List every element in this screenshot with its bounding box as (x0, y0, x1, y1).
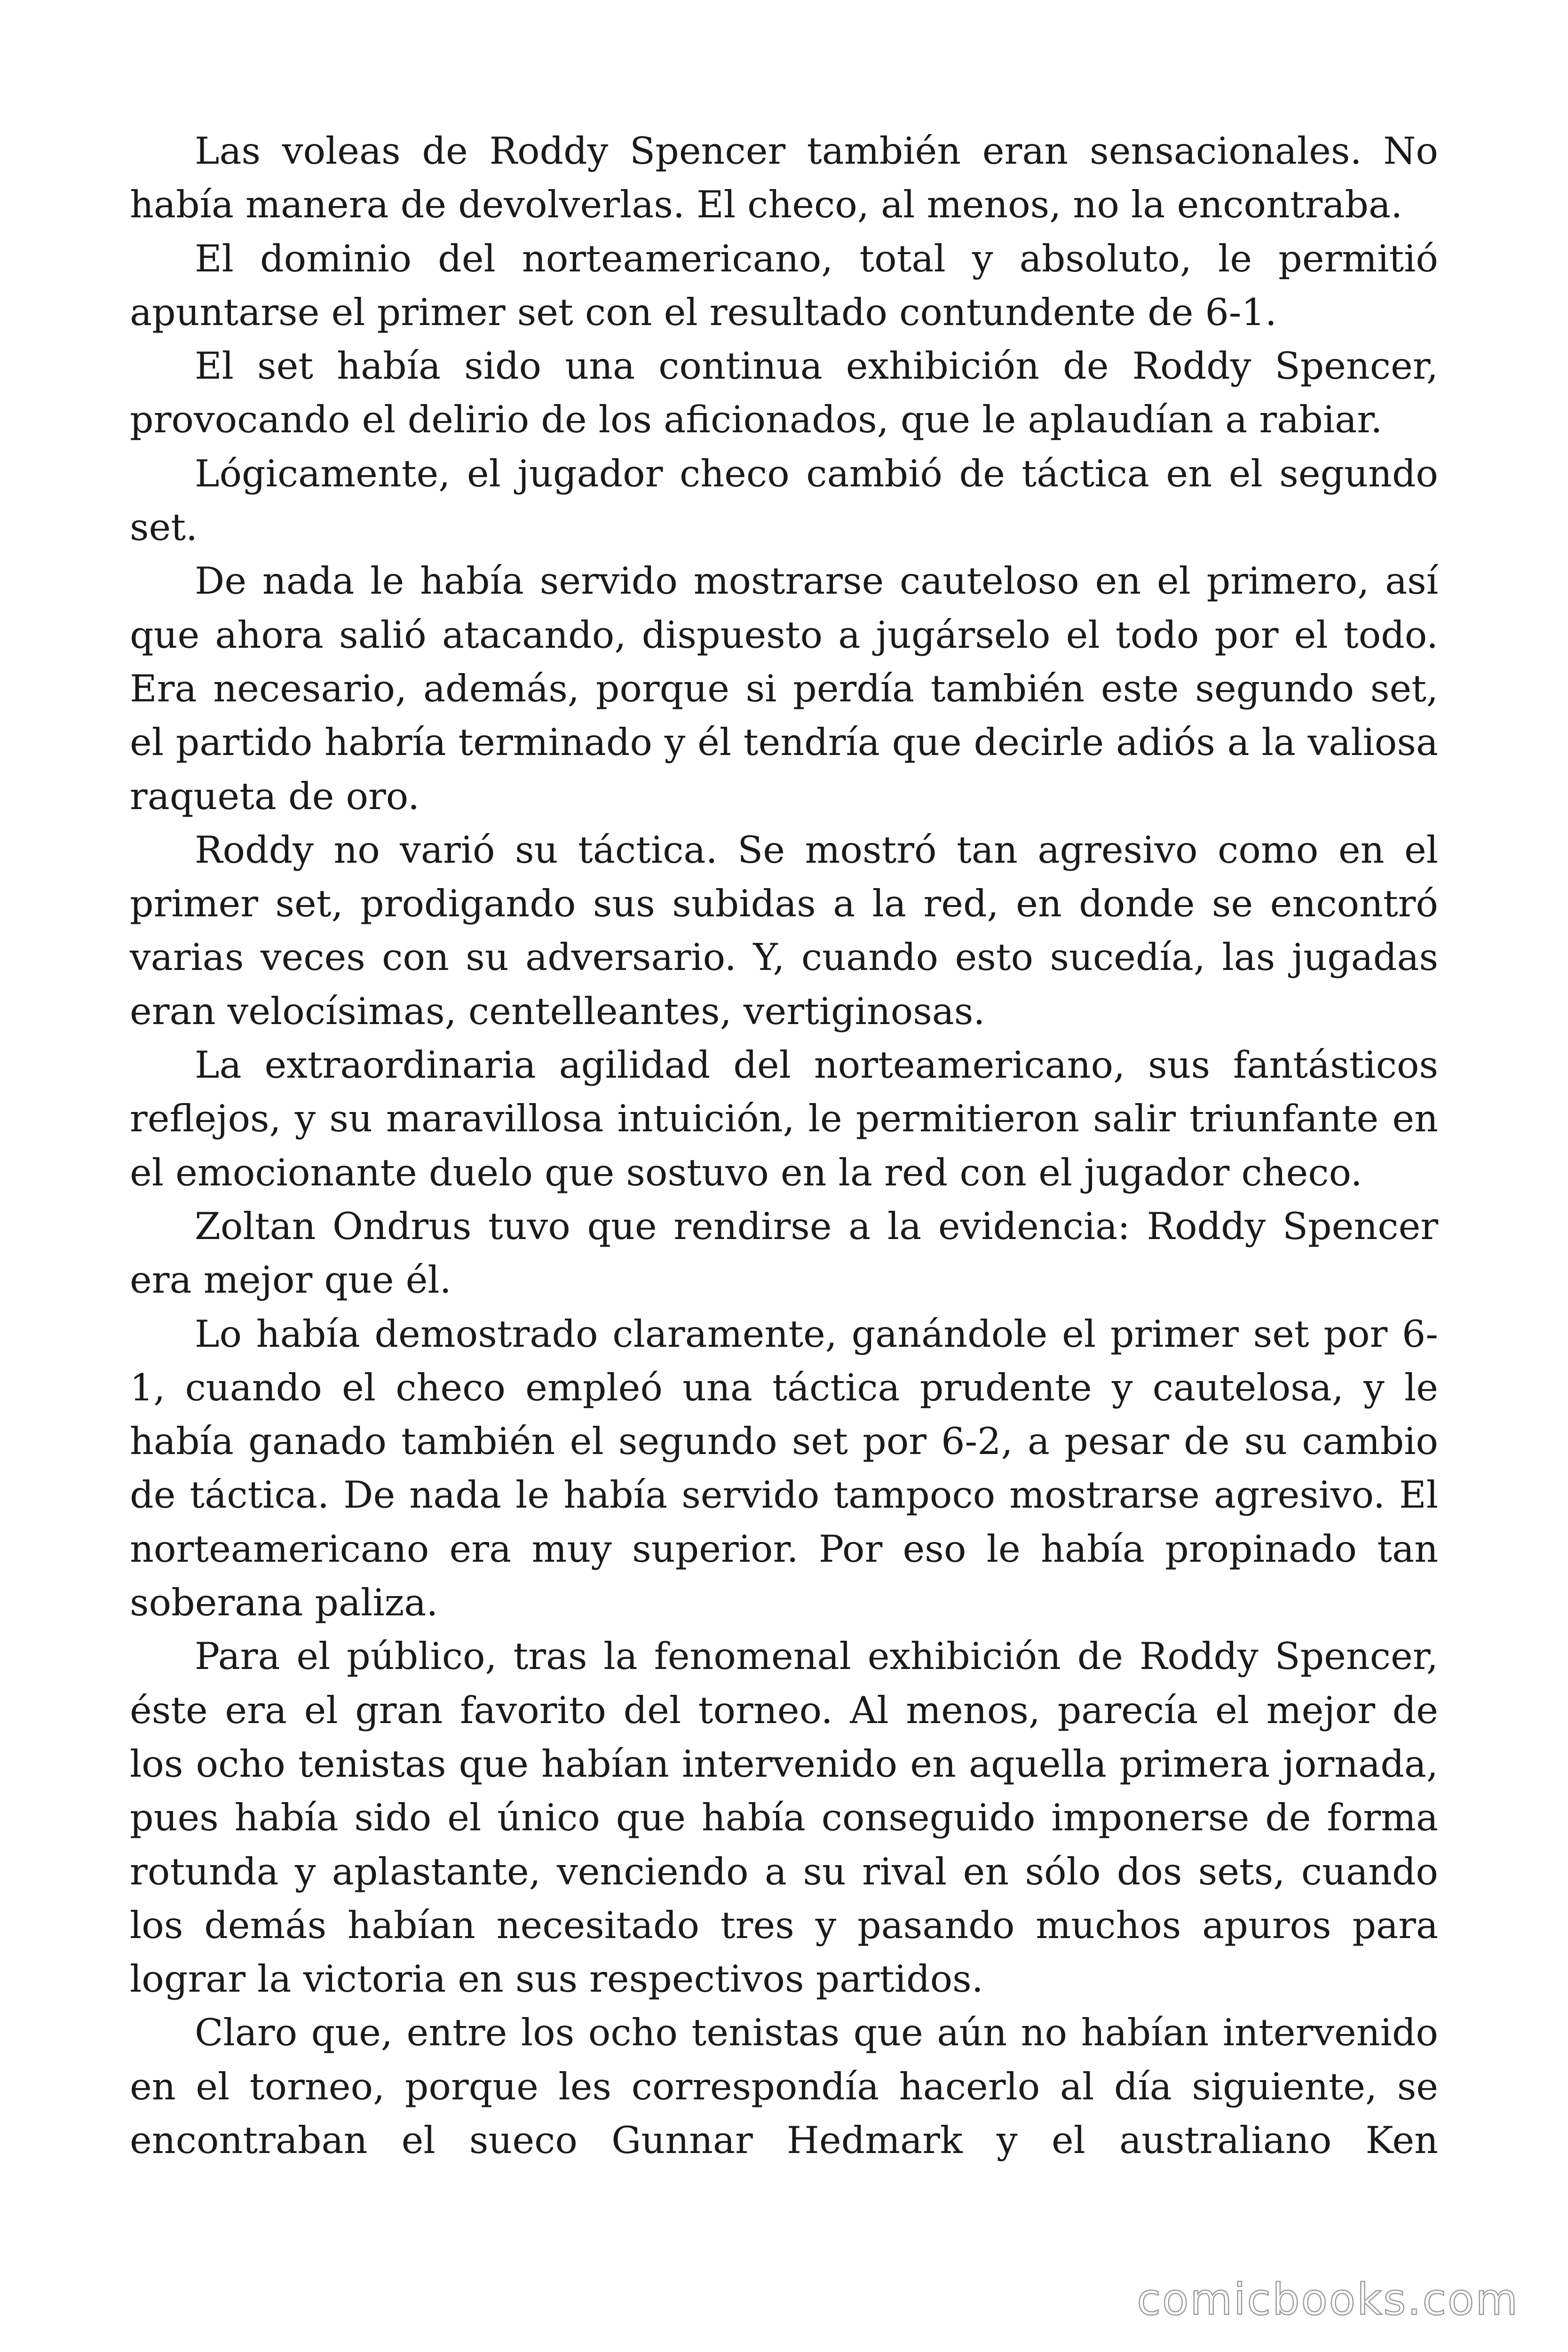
watermark: comicbooks.com (1137, 2274, 1519, 2325)
paragraph: El dominio del norteamericano, total y absoluto, le permitió apuntarse el primer set con el resultado contundente de 6-1. (130, 237, 1438, 334)
page-body (130, 124, 1438, 2167)
paragraph: Para el público, tras la fenomenal exhibición de Roddy Spencer, éste era el gran favorito del torneo. Al menos, parecía el mejor de los ocho tenistas que habían intervenido en aquella primera jornada, pues había sido el único que había conseguido imponerse de forma rotunda y aplastante, venciendo a su rival en sólo dos sets, cuando los demás habían necesitado tres y pasando muchos apuros para lograr la victoria en sus respectivos partidos. (130, 1635, 1438, 2001)
paragraph: Lógicamente, el jugador checo cambió de táctica en el segundo set. (130, 452, 1438, 549)
paragraph: De nada le había servido mostrarse cauteloso en el primero, así que ahora salió atacando, dispuesto a jugárselo el todo por el todo. Era necesario, además, porque si perdía también este segundo set, el partido habría terminado y él tendría que decirle adiós a la valiosa raqueta de oro. (130, 559, 1438, 818)
paragraph: Roddy no varió su táctica. Se mostró tan agresivo como en el primer set, prodigando sus subidas a la red, en donde se encontró varias veces con su adversario. Y, cuando esto sucedía, las jugadas eran velocísimas, centelleantes, vertiginosas. (130, 828, 1438, 1033)
paragraph: La extraordinaria agilidad del norteamericano, sus fantásticos reflejos, y su maravillosa intuición, le permitieron salir triunfante en el emocionante duelo que sostuvo en la red con el jugador checo. (130, 1043, 1438, 1194)
paragraph: Las voleas de Roddy Spencer también eran sensacionales. No había manera de devolverlas. El checo, al menos, no la encontraba. (130, 129, 1438, 227)
paragraph: Zoltan Ondrus tuvo que rendirse a la evidencia: Roddy Spencer era mejor que él. (130, 1204, 1438, 1302)
paragraph: El set había sido una continua exhibición de Roddy Spencer, provocando el delirio de los aficionados, que le aplaudían a rabiar. (130, 344, 1438, 442)
paragraph-continued: Claro que, entre los ocho tenistas que aún no habían intervenido en el torneo, porque les correspondía hacerlo al día siguiente, se encontraban el sueco Gunnar Hedmark y el australiano Ken (130, 2011, 1438, 2162)
paragraph: Lo había demostrado claramente, ganándole el primer set por 6-1, cuando el checo empleó una táctica prudente y cautelosa, y le había ganado también el segundo set por 6-2, a pesar de su cambio de táctica. De nada le había servido tampoco mostrarse agresivo. El norteamericano era muy superior. Por eso le había propinado tan soberana paliza. (130, 1312, 1438, 1625)
